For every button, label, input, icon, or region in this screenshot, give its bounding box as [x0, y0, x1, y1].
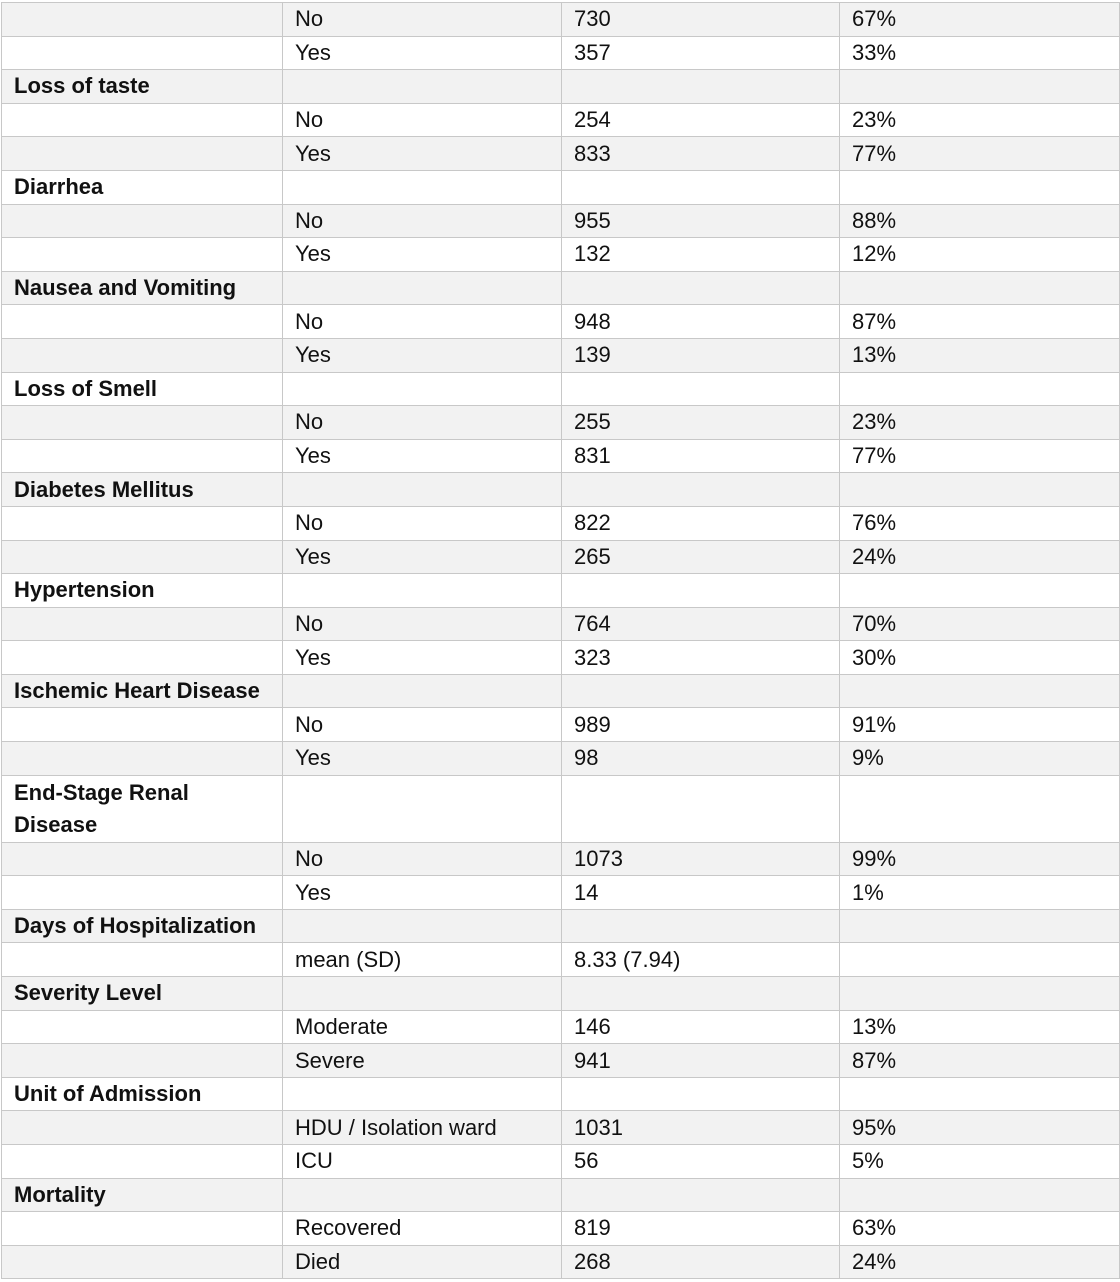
category-cell [2, 36, 283, 70]
table-row [2, 36, 1120, 70]
count-cell: 941 [562, 1044, 840, 1078]
table-row [2, 607, 1120, 641]
category-cell [2, 137, 283, 171]
table-row [2, 1077, 1120, 1111]
table-row [2, 909, 1120, 943]
category-cell [2, 1111, 283, 1145]
table-row [2, 170, 1120, 204]
percent-cell: 77% [840, 137, 1120, 171]
category-cell: Unit of Admission [2, 1077, 283, 1111]
table-row [2, 305, 1120, 339]
count-cell [562, 1077, 840, 1111]
level-cell: No [283, 406, 562, 440]
category-cell: Severity Level [2, 977, 283, 1011]
table-row [2, 1145, 1120, 1179]
percent-cell [840, 977, 1120, 1011]
level-cell [283, 372, 562, 406]
percent-cell: 30% [840, 641, 1120, 675]
count-cell: 323 [562, 641, 840, 675]
count-cell: 8.33 (7.94) [562, 943, 840, 977]
table-row [2, 439, 1120, 473]
count-cell [562, 775, 840, 842]
percent-cell: 63% [840, 1212, 1120, 1246]
percent-cell: 95% [840, 1111, 1120, 1145]
category-cell: Diarrhea [2, 170, 283, 204]
percent-cell: 67% [840, 3, 1120, 37]
table-row [2, 1010, 1120, 1044]
level-cell: Yes [283, 238, 562, 272]
count-cell: 764 [562, 607, 840, 641]
table-row [2, 1212, 1120, 1246]
level-cell [283, 271, 562, 305]
percent-cell: 76% [840, 506, 1120, 540]
category-cell [2, 943, 283, 977]
level-cell: HDU / Isolation ward [283, 1111, 562, 1145]
percent-cell: 88% [840, 204, 1120, 238]
count-cell: 14 [562, 876, 840, 910]
category-cell [2, 1145, 283, 1179]
category-cell: Diabetes Mellitus [2, 473, 283, 507]
percent-cell [840, 674, 1120, 708]
table-row [2, 70, 1120, 104]
level-cell: Yes [283, 641, 562, 675]
percent-cell [840, 775, 1120, 842]
level-cell: Yes [283, 540, 562, 574]
category-cell [2, 406, 283, 440]
percent-cell: 87% [840, 305, 1120, 339]
level-cell: Yes [283, 876, 562, 910]
table-row [2, 674, 1120, 708]
count-cell: 254 [562, 103, 840, 137]
category-cell: End-Stage Renal Disease [2, 775, 283, 842]
table-row [2, 1178, 1120, 1212]
table-row [2, 876, 1120, 910]
category-cell: Mortality [2, 1178, 283, 1212]
table-row [2, 406, 1120, 440]
count-cell: 146 [562, 1010, 840, 1044]
level-cell: ICU [283, 1145, 562, 1179]
count-cell [562, 271, 840, 305]
table-row [2, 977, 1120, 1011]
percent-cell [840, 574, 1120, 608]
data-table [1, 2, 1120, 1279]
count-cell: 132 [562, 238, 840, 272]
table-row [2, 1245, 1120, 1279]
table-row [2, 3, 1120, 37]
level-cell [283, 473, 562, 507]
percent-cell: 33% [840, 36, 1120, 70]
count-cell: 56 [562, 1145, 840, 1179]
count-cell: 268 [562, 1245, 840, 1279]
category-cell [2, 506, 283, 540]
level-cell [283, 70, 562, 104]
table-row [2, 842, 1120, 876]
count-cell: 265 [562, 540, 840, 574]
category-cell [2, 103, 283, 137]
category-cell [2, 1010, 283, 1044]
percent-cell: 77% [840, 439, 1120, 473]
level-cell [283, 170, 562, 204]
category-cell [2, 842, 283, 876]
category-cell: Hypertension [2, 574, 283, 608]
percent-cell: 5% [840, 1145, 1120, 1179]
count-cell [562, 674, 840, 708]
percent-cell: 1% [840, 876, 1120, 910]
category-cell: Loss of Smell [2, 372, 283, 406]
category-cell [2, 238, 283, 272]
level-cell: No [283, 506, 562, 540]
percent-cell: 70% [840, 607, 1120, 641]
count-cell: 139 [562, 338, 840, 372]
level-cell: Recovered [283, 1212, 562, 1246]
level-cell: Severe [283, 1044, 562, 1078]
count-cell: 1031 [562, 1111, 840, 1145]
table-row [2, 943, 1120, 977]
level-cell [283, 1077, 562, 1111]
percent-cell: 87% [840, 1044, 1120, 1078]
count-cell [562, 70, 840, 104]
count-cell [562, 473, 840, 507]
level-cell: mean (SD) [283, 943, 562, 977]
percent-cell: 23% [840, 103, 1120, 137]
level-cell: No [283, 708, 562, 742]
percent-cell [840, 909, 1120, 943]
category-cell: Loss of taste [2, 70, 283, 104]
table-row [2, 574, 1120, 608]
table-row [2, 271, 1120, 305]
table-row [2, 137, 1120, 171]
category-cell: Ischemic Heart Disease [2, 674, 283, 708]
level-cell [283, 574, 562, 608]
count-cell: 1073 [562, 842, 840, 876]
table-row [2, 506, 1120, 540]
category-cell [2, 540, 283, 574]
table-row [2, 775, 1120, 842]
level-cell: Moderate [283, 1010, 562, 1044]
count-cell: 98 [562, 742, 840, 776]
percent-cell: 24% [840, 1245, 1120, 1279]
table-row [2, 372, 1120, 406]
percent-cell: 24% [840, 540, 1120, 574]
table-row [2, 641, 1120, 675]
percent-cell: 12% [840, 238, 1120, 272]
table-row [2, 1111, 1120, 1145]
level-cell: No [283, 607, 562, 641]
percent-cell [840, 70, 1120, 104]
table-row [2, 1044, 1120, 1078]
level-cell: No [283, 3, 562, 37]
table-row [2, 540, 1120, 574]
level-cell [283, 1178, 562, 1212]
percent-cell [840, 1077, 1120, 1111]
count-cell [562, 909, 840, 943]
level-cell [283, 674, 562, 708]
percent-cell: 99% [840, 842, 1120, 876]
category-cell [2, 204, 283, 238]
table-body [2, 3, 1120, 1279]
count-cell: 357 [562, 36, 840, 70]
percent-cell [840, 271, 1120, 305]
category-cell [2, 338, 283, 372]
count-cell [562, 372, 840, 406]
count-cell [562, 977, 840, 1011]
level-cell [283, 909, 562, 943]
count-cell [562, 170, 840, 204]
table-row [2, 204, 1120, 238]
level-cell: No [283, 305, 562, 339]
count-cell: 833 [562, 137, 840, 171]
category-cell: Days of Hospitalization [2, 909, 283, 943]
level-cell: Yes [283, 338, 562, 372]
category-cell [2, 876, 283, 910]
level-cell: Yes [283, 137, 562, 171]
table-row [2, 742, 1120, 776]
table-row [2, 473, 1120, 507]
category-cell [2, 641, 283, 675]
count-cell: 822 [562, 506, 840, 540]
table-row [2, 238, 1120, 272]
level-cell [283, 977, 562, 1011]
table-row [2, 708, 1120, 742]
category-cell [2, 742, 283, 776]
category-cell [2, 305, 283, 339]
count-cell [562, 1178, 840, 1212]
percent-cell [840, 1178, 1120, 1212]
level-cell: Died [283, 1245, 562, 1279]
level-cell: No [283, 842, 562, 876]
count-cell: 831 [562, 439, 840, 473]
count-cell: 730 [562, 3, 840, 37]
count-cell: 255 [562, 406, 840, 440]
level-cell: No [283, 204, 562, 238]
percent-cell: 13% [840, 338, 1120, 372]
percent-cell: 91% [840, 708, 1120, 742]
category-cell: Nausea and Vomiting [2, 271, 283, 305]
percent-cell: 13% [840, 1010, 1120, 1044]
level-cell: Yes [283, 439, 562, 473]
count-cell: 819 [562, 1212, 840, 1246]
category-cell [2, 3, 283, 37]
level-cell [283, 775, 562, 842]
category-cell [2, 1212, 283, 1246]
category-cell [2, 1044, 283, 1078]
level-cell: No [283, 103, 562, 137]
count-cell: 955 [562, 204, 840, 238]
percent-cell: 23% [840, 406, 1120, 440]
category-cell [2, 607, 283, 641]
table-row [2, 103, 1120, 137]
count-cell [562, 574, 840, 608]
percent-cell [840, 473, 1120, 507]
category-cell [2, 708, 283, 742]
count-cell: 989 [562, 708, 840, 742]
percent-cell [840, 372, 1120, 406]
percent-cell [840, 170, 1120, 204]
table-row [2, 338, 1120, 372]
level-cell: Yes [283, 36, 562, 70]
category-cell [2, 439, 283, 473]
category-cell [2, 1245, 283, 1279]
percent-cell: 9% [840, 742, 1120, 776]
level-cell: Yes [283, 742, 562, 776]
count-cell: 948 [562, 305, 840, 339]
percent-cell [840, 943, 1120, 977]
